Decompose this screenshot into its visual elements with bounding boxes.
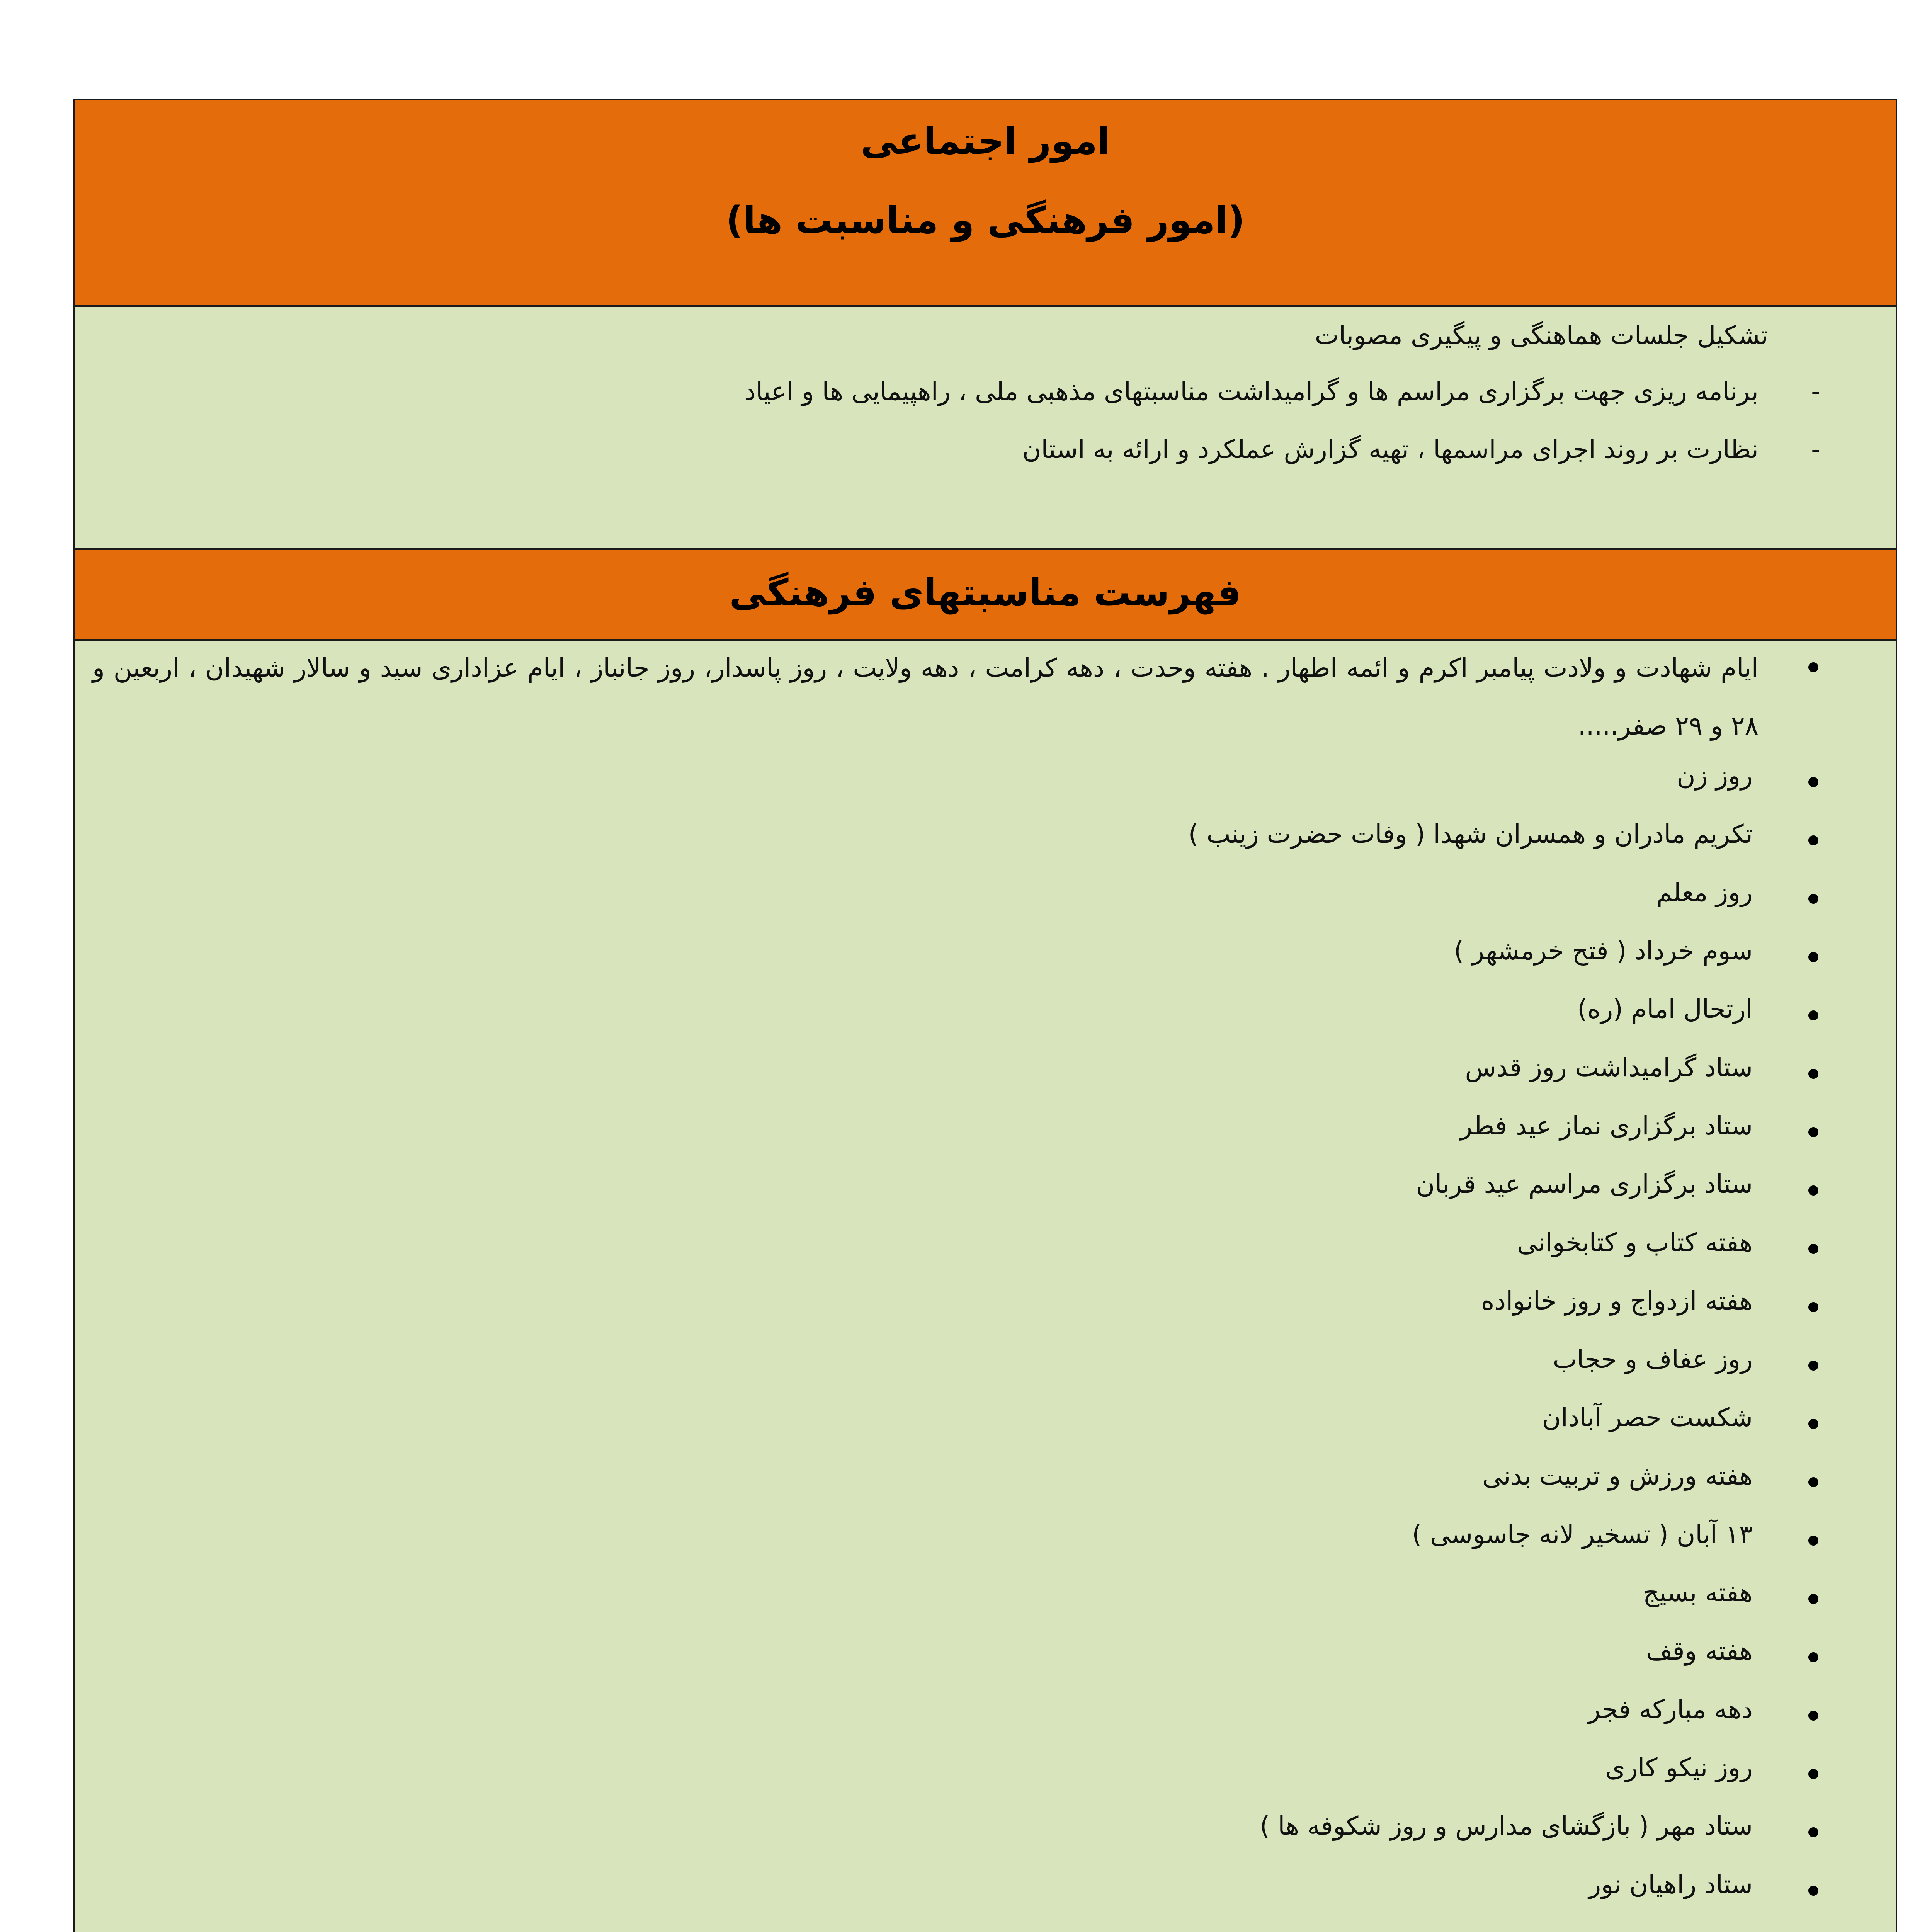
- bullet-icon: [1808, 1361, 1818, 1371]
- list-item: ستاد برگزاری نماز عید فطر: [1460, 1111, 1753, 1141]
- duty-item: برنامه ریزی جهت برگزاری مراسم ها و گرامیداشت مناسبتهای مذهبی ملی ، راهپیمایی ها و اعیاد: [744, 376, 1759, 406]
- list-item: شکست حصر آبادان: [1542, 1403, 1753, 1432]
- occasions-title: فهرست مناسبتهای فرهنگی: [729, 571, 1242, 614]
- list-item: ستاد برگزاری مراسم عید قربان: [1416, 1169, 1753, 1199]
- list-item: تکریم مادران و همسران شهدا ( وفات حضرت زینب ): [1188, 819, 1753, 849]
- list-item: ستاد راهیان نور: [1588, 1869, 1753, 1899]
- list-item: هفته بسیج: [1643, 1578, 1753, 1607]
- list-item: ۱۳ آبان ( تسخیر لانه جاسوسی ): [1412, 1519, 1753, 1549]
- dash-marker: -: [1811, 434, 1820, 464]
- list-item: ایام شهادت و ولادت پیامبر اکرم و ائمه اطهار . هفته وحدت ، دهه کرامت ، دهه ولایت ، روز پاسدار، روز جانباز ، ایام عزاداری سید و سالار شهیدان ، اربعین و ۲۸ و ۲۹ صفر.....: [92, 653, 1759, 741]
- bullet-icon: [1808, 1652, 1818, 1662]
- bullet-icon: [1808, 1827, 1818, 1837]
- bullet-icon: [1808, 1886, 1818, 1896]
- list-item: هفته ورزش و تربیت بدنی: [1482, 1461, 1753, 1491]
- occasions-list: [75, 639, 1896, 1932]
- bullet-icon: [1808, 952, 1818, 962]
- list-item: هفته کتاب و کتابخوانی: [1517, 1228, 1753, 1257]
- section-header-social-affairs: [75, 100, 1896, 307]
- bullet-icon: [1808, 894, 1818, 904]
- list-item: روز نیکو کاری: [1605, 1753, 1753, 1782]
- list-item: سوم خرداد ( فتح خرمشهر ): [1454, 936, 1753, 966]
- section-subtitle: (امور فرهنگی و مناسبت ها): [726, 199, 1245, 242]
- bullet-icon: [1808, 1594, 1818, 1604]
- list-item: روز معلم: [1656, 878, 1753, 907]
- bullet-icon: [1808, 835, 1818, 845]
- bullet-icon: [1808, 1419, 1818, 1429]
- bullet-icon: [1808, 1302, 1818, 1312]
- bullet-icon: [1808, 1477, 1818, 1487]
- section-title: امور اجتماعی: [861, 119, 1110, 163]
- duties-intro: تشکیل جلسات هماهنگی و پیگیری مصوبات: [1315, 320, 1768, 350]
- bullet-icon: [1808, 1536, 1818, 1546]
- bullet-icon: [1808, 1127, 1818, 1137]
- list-item: روز عفاف و حجاب: [1553, 1344, 1753, 1374]
- list-item: دهه مبارکه فجر: [1588, 1694, 1753, 1724]
- bullet-icon: [1808, 1769, 1818, 1779]
- bullet-icon: [1808, 1185, 1818, 1196]
- list-item: روز زن: [1677, 761, 1753, 791]
- duty-item: نظارت بر روند اجرای مراسمها ، تهیه گزارش عملکرد و ارائه به استان: [1022, 434, 1759, 464]
- bullet-icon: [1808, 1711, 1818, 1721]
- list-item: هفته ازدواج و روز خانواده: [1481, 1286, 1753, 1316]
- bullet-icon: [1808, 662, 1818, 672]
- bullet-icon: [1808, 1244, 1818, 1254]
- bullet-icon: [1808, 1010, 1818, 1020]
- document-table: [73, 99, 1897, 1932]
- bullet-icon: [1808, 777, 1818, 787]
- list-item: ارتحال امام (ره): [1577, 994, 1753, 1024]
- list-item: ستاد مهر ( بازگشای مدارس و روز شکوفه ها ): [1260, 1811, 1753, 1841]
- section-header-occasions: [75, 548, 1896, 641]
- list-item: ستاد گرامیداشت روز قدس: [1465, 1053, 1753, 1082]
- list-item: هفته وقف: [1646, 1636, 1753, 1666]
- bullet-icon: [1808, 1069, 1818, 1079]
- dash-marker: -: [1811, 376, 1820, 406]
